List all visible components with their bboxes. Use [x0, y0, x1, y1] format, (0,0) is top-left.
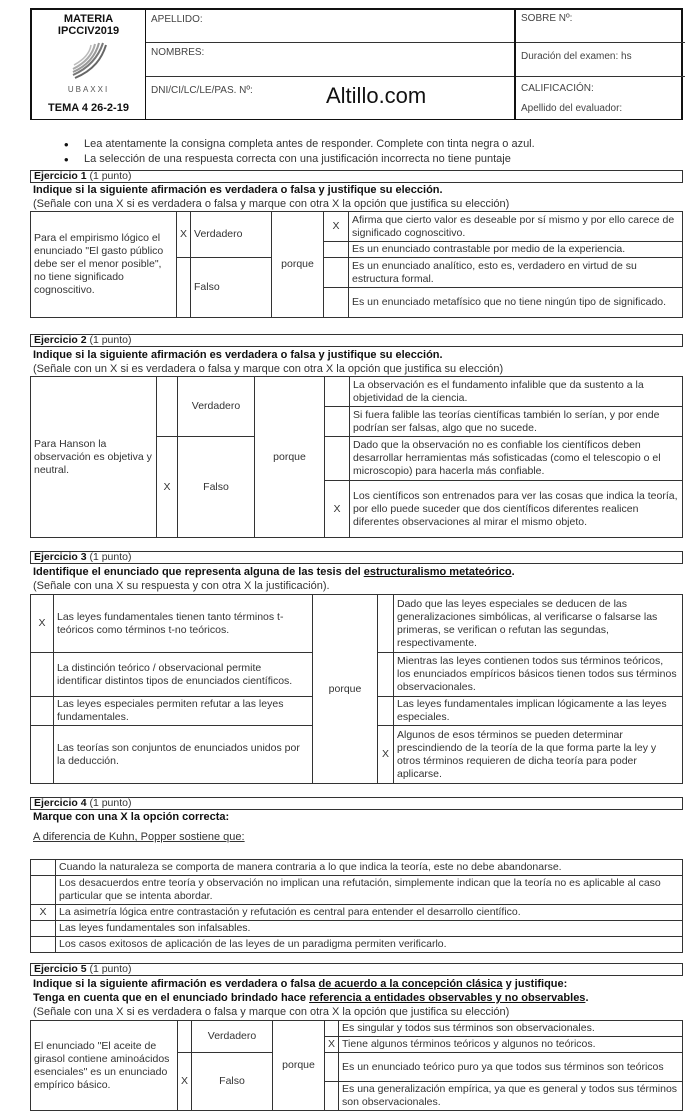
option-mark-cell[interactable]: X — [31, 905, 56, 921]
exercise-3-hint: (Señale con una X su respuesta y con otra X la justificación). — [33, 580, 330, 592]
statement-cell: El enunciado "El aceite de girasol contiene aminoácidos esenciales" es un enunciado empírico básico. — [31, 1021, 178, 1111]
option-mark-cell[interactable] — [31, 860, 56, 876]
justification-text: Dado que las leyes especiales se deducen de las generalizaciones simbólicas, al verificarse o falsarse las primeras, se verifican o refutan las segundas, respectivamente. — [394, 595, 683, 653]
option-mark-cell[interactable] — [324, 242, 349, 258]
prompt-text: Indique si la siguiente afirmación es verdadera o falsa — [33, 978, 319, 990]
prompt-underlined: estructuralismo metateórico — [363, 566, 512, 578]
dni-field[interactable] — [146, 77, 514, 120]
justification-mark-cell[interactable] — [378, 595, 394, 653]
exercise-4-heading — [30, 797, 683, 810]
justification-text: Las leyes fundamentales implican lógicamente a las leyes especiales. — [394, 697, 683, 726]
justification-mark-cell[interactable] — [378, 697, 394, 726]
sobre-label: SOBRE Nº: — [521, 13, 573, 24]
option-text: Es un enunciado teórico puro ya que todos sus términos son teóricos — [339, 1053, 683, 1082]
nombres-label: NOMBRES: — [151, 47, 205, 58]
option-text: Es singular y todos sus términos son observacionales. — [339, 1021, 683, 1037]
option-mark-cell[interactable] — [325, 407, 350, 437]
exercise-1-heading — [30, 170, 683, 183]
dni-label: DNI/CI/LC/LE/PAS. Nº: — [151, 85, 253, 96]
answer-text: Las teorías son conjuntos de enunciados unidos por la deducción. — [54, 726, 313, 784]
exercise-2-table — [30, 376, 683, 538]
option-text: Es una generalización empírica, ya que es general y todos sus términos son observacionales. — [339, 1082, 683, 1111]
duracion-field[interactable] — [516, 43, 685, 77]
exercise-2-hint: (Señale con un X si es verdadera o falsa y marque con otra X la opción que justifica su elección) — [33, 363, 504, 375]
option-text: Si fuera falible las teorías científicas también lo serían, y por ende podrían ser falsas, algo que no sucede. — [350, 407, 683, 437]
true-mark-cell[interactable] — [178, 1021, 192, 1053]
exercise-points: (1 punto) — [89, 170, 132, 182]
option-mark-cell[interactable] — [325, 1053, 339, 1082]
prompt-text: . — [585, 992, 589, 1004]
exercise-1-prompt: Indique si la siguiente afirmación es verdadera o falsa y justifique su elección. — [33, 184, 443, 196]
option-text: La asimetría lógica entre contrastación y refutación es central para entender el desarrollo científico. — [56, 905, 683, 921]
apellido-label: APELLIDO: — [151, 14, 203, 25]
prompt-text: . — [511, 566, 515, 578]
option-mark-cell[interactable]: X — [325, 1037, 339, 1053]
option-text: Los desacuerdos entre teoría y observación no implican una refutación, simplemente indican que la teoría no es aplicable al caso particular que se intenta abordar. — [56, 876, 683, 905]
prompt-text: y justifique: — [502, 978, 568, 990]
instructions-list — [64, 137, 535, 167]
option-mark-cell[interactable] — [325, 377, 350, 407]
true-label: Verdadero — [191, 212, 272, 258]
answer-text: Las leyes fundamentales tienen tanto términos t-teóricos como términos t-no teóricos. — [54, 595, 313, 653]
exercise-points: (1 punto) — [89, 334, 132, 346]
evaluador-label: Apellido del evaluador: — [521, 103, 623, 114]
answer-mark-cell[interactable] — [31, 726, 54, 784]
option-mark-cell[interactable] — [31, 937, 56, 953]
duracion-label: Duración del examen: hs — [521, 51, 632, 62]
ubaxxi-logo-icon — [69, 41, 109, 81]
exercise-1-hint: (Señale con una X si es verdadera o falsa y marque con otra X la opción que justifica su elección) — [33, 198, 510, 210]
false-label: Falso — [192, 1053, 273, 1111]
exercise-5-hint: (Señale con una X si es verdadera o falsa y marque con otra X la opción que justifica su elección) — [33, 1006, 510, 1018]
option-mark-cell[interactable] — [325, 437, 350, 481]
exercise-5-heading — [30, 963, 683, 976]
exercise-2-prompt: Indique si la siguiente afirmación es verdadera o falsa y justifique su elección. — [33, 349, 443, 361]
statement-cell: Para el empirismo lógico el enunciado "El gasto público debe ser el menor posible", no tiene significado cognoscitivo. — [31, 212, 177, 318]
instruction-item: • Lea atentamente la consigna completa antes de responder. Complete con tinta negra o azul. — [64, 137, 535, 152]
prompt-text: Identifique el enunciado que representa alguna de las tesis del — [33, 566, 364, 578]
watermark: Altillo.com — [326, 83, 427, 108]
connector-label: porque — [313, 595, 378, 784]
exercise-3-heading — [30, 551, 683, 564]
answer-text: La distinción teórico / observacional permite identificar distintos tipos de enunciados científicos. — [54, 653, 313, 697]
exam-header — [30, 8, 683, 120]
justification-mark-cell[interactable] — [378, 653, 394, 697]
option-mark-cell[interactable]: X — [325, 481, 350, 538]
exercise-4-table — [30, 859, 683, 953]
exercise-3-table — [30, 594, 683, 784]
true-label: Verdadero — [178, 377, 255, 437]
student-fields — [146, 10, 514, 120]
prompt-underlined: referencia a entidades observables y no observables — [309, 992, 586, 1004]
option-mark-cell[interactable] — [31, 876, 56, 905]
answer-text: Las leyes especiales permiten refutar a las leyes fundamentales. — [54, 697, 313, 726]
connector-label: porque — [272, 212, 324, 318]
justification-mark-cell[interactable]: X — [378, 726, 394, 784]
materia-label: MATERIA — [63, 13, 114, 25]
option-mark-cell[interactable] — [324, 258, 349, 288]
apellido-field[interactable] — [146, 10, 514, 43]
calificacion-label: CALIFICACIÓN: — [521, 83, 594, 94]
option-text: Es un enunciado analítico, esto es, verdadero en virtud de su estructura formal. — [349, 258, 683, 288]
false-mark-cell[interactable]: X — [178, 1053, 192, 1111]
exercise-4-subprompt: A diferencia de Kuhn, Popper sostiene que: — [33, 831, 245, 843]
nombres-field[interactable] — [146, 43, 514, 77]
false-mark-cell[interactable] — [177, 258, 191, 318]
exercise-4-prompt: Marque con una X la opción correcta: — [33, 811, 230, 823]
false-mark-cell[interactable]: X — [157, 437, 178, 538]
option-text: Cuando la naturaleza se comporta de manera contraria a lo que indica la teoría, este no debe abandonarse. — [56, 860, 683, 876]
exercise-2-heading — [30, 334, 683, 347]
grading-fields — [514, 10, 683, 120]
true-label: Verdadero — [192, 1021, 273, 1053]
option-text: La observación es el fundamento infalible que da sustento a la objetividad de la ciencia. — [350, 377, 683, 407]
true-mark-cell[interactable]: X — [177, 212, 191, 258]
option-mark-cell[interactable] — [324, 288, 349, 318]
exercise-points: (1 punto) — [89, 797, 132, 809]
prompt-underlined: de acuerdo a la concepción clásica — [318, 978, 503, 990]
exercise-1-table — [30, 211, 683, 318]
option-text: Afirma que cierto valor es deseable por sí mismo y por ello carece de significado cognoscitivo. — [349, 212, 683, 242]
sobre-field[interactable] — [516, 10, 685, 43]
option-text: Es un enunciado contrastable por medio de la experiencia. — [349, 242, 683, 258]
option-text: Dado que la observación no es confiable los científicos deben desarrollar herramientas más sofisticadas (como el telescopio o el microscopio) para hacerla más confiable. — [350, 437, 683, 481]
prompt-text: Tenga en cuenta que en el enunciado brindado hace — [33, 992, 310, 1004]
justification-text: Algunos de esos términos se pueden determinar prescindiendo de la teoría de la que forma parte la ley y otros términos requieren de dicha teoría para poder aplicarse. — [394, 726, 683, 784]
calificacion-field[interactable] — [516, 77, 685, 120]
exercise-title: Ejercicio 3 — [34, 551, 87, 563]
answer-mark-cell[interactable] — [31, 697, 54, 726]
exercise-5-prompt-1 — [33, 978, 567, 991]
answer-mark-cell[interactable] — [31, 653, 54, 697]
instruction-item: • La selección de una respuesta correcta con una justificación incorrecta no tiene puntaje — [64, 152, 535, 167]
exercise-5-prompt-2 — [33, 992, 589, 1005]
true-mark-cell[interactable] — [157, 377, 178, 437]
false-label: Falso — [178, 437, 255, 538]
option-mark-cell[interactable] — [325, 1021, 339, 1037]
statement-cell: Para Hanson la observación es objetiva y neutral. — [31, 377, 157, 538]
option-text: Las leyes fundamentales son infalsables. — [56, 921, 683, 937]
exercise-title: Ejercicio 4 — [34, 797, 87, 809]
answer-mark-cell[interactable]: X — [31, 595, 54, 653]
option-mark-cell[interactable]: X — [324, 212, 349, 242]
exercise-title: Ejercicio 5 — [34, 963, 87, 975]
exercise-title: Ejercicio 2 — [34, 334, 87, 346]
exercise-title: Ejercicio 1 — [34, 170, 87, 182]
option-mark-cell[interactable] — [31, 921, 56, 937]
option-mark-cell[interactable] — [325, 1082, 339, 1111]
justification-text: Mientras las leyes contienen todos sus términos teóricos, los enunciados empíricos básicos tienen todos sus términos observacionales. — [394, 653, 683, 697]
connector-label: porque — [255, 377, 325, 538]
subject-label — [32, 13, 145, 37]
exercise-points: (1 punto) — [89, 963, 132, 975]
logo-text: UBAXXI — [67, 85, 110, 94]
option-text: Tiene algunos términos teóricos y algunos no teóricos. — [339, 1037, 683, 1053]
false-label: Falso — [191, 258, 272, 318]
option-text: Es un enunciado metafísico que no tiene ningún tipo de significado. — [349, 288, 683, 318]
connector-label: porque — [273, 1021, 325, 1111]
exercise-points: (1 punto) — [89, 551, 132, 563]
option-text: Los científicos son entrenados para ver las cosas que indica la teoría, por ello puede suceder que dos científicos diferentes realicen diferentes observaciones al mirar el mismo objeto. — [350, 481, 683, 538]
exercise-3-prompt — [33, 566, 515, 579]
tema-label: TEMA 4 26-2-19 — [48, 102, 129, 114]
subject-cell — [32, 10, 146, 120]
materia-code: IPCCIV2019 — [57, 25, 120, 37]
exercise-5-table — [30, 1020, 683, 1111]
option-text: Los casos exitosos de aplicación de las leyes de un paradigma permiten verificarlo. — [56, 937, 683, 953]
